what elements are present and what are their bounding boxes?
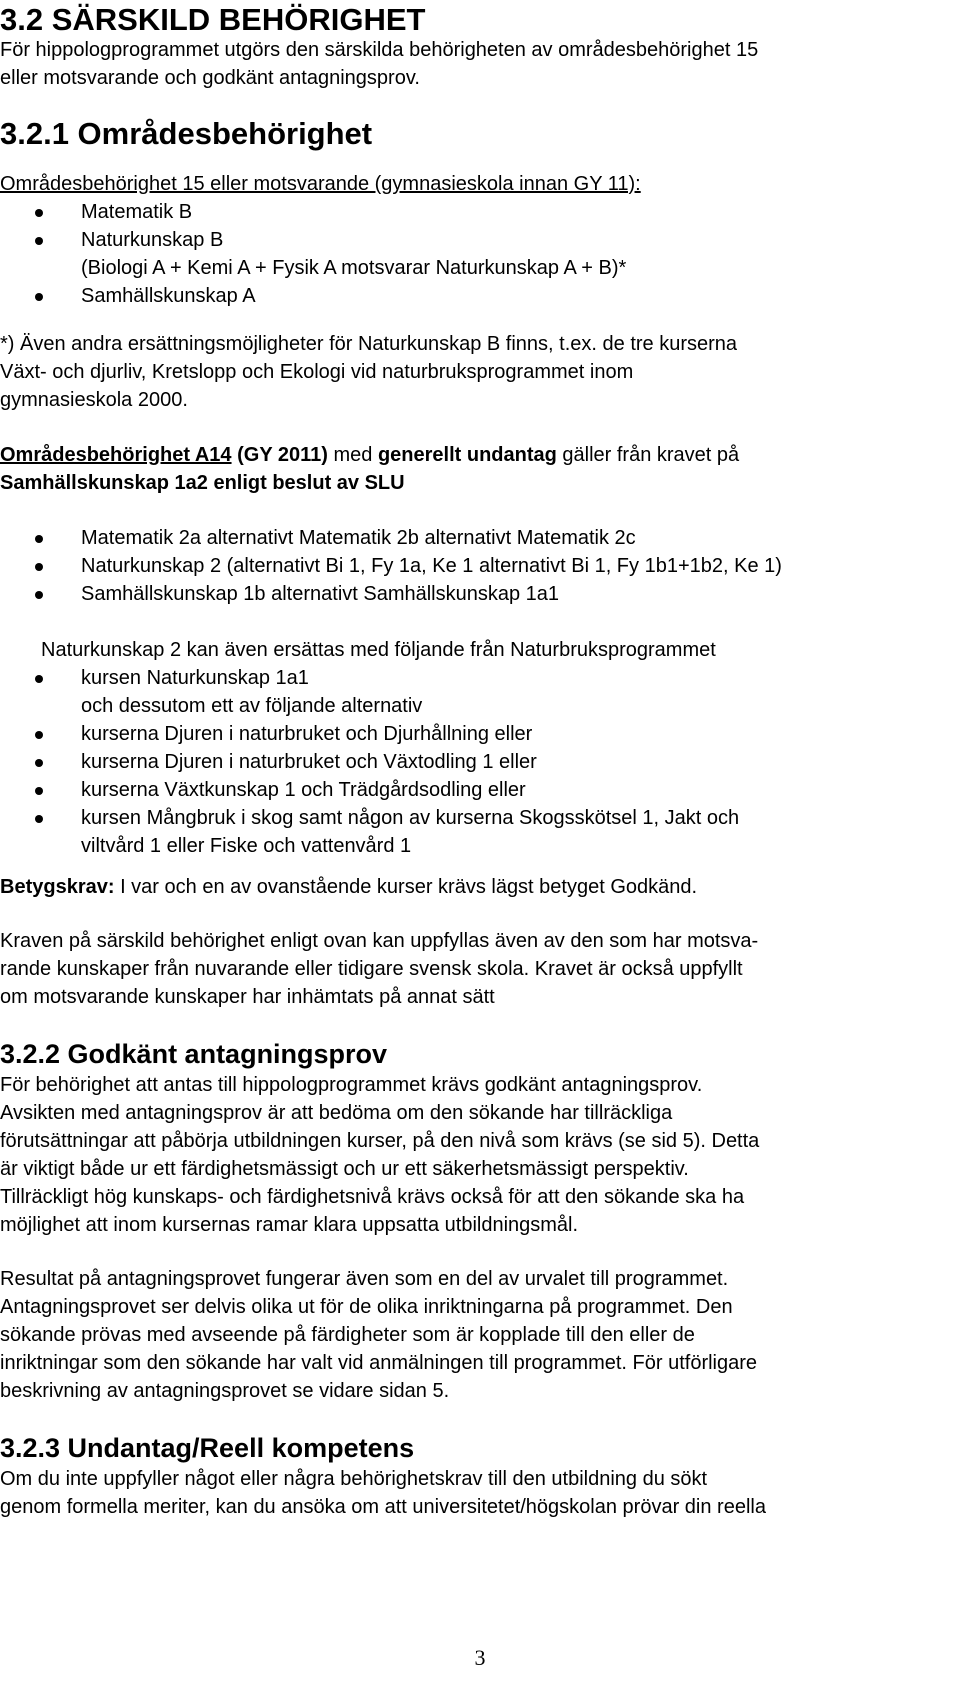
section-3-2-3-title: 3.2.3 Undantag/Reell kompetens [0,1433,415,1463]
list-item: Naturkunskap B (Biologi A + Kemi A + Fysik A motsvarar Naturkunskap A + B)* [0,226,960,282]
antagningsprov-p2-line-1: Resultat på antagningsprovet fungerar även som en del av urvalet till programmet. [0,1268,729,1290]
list-item: kursen Naturkunskap 1a1 och dessutom ett av följande alternativ [0,664,960,720]
krav-line-1: Kraven på särskild behörighet enligt ovan kan uppfyllas även av den som har motsva- [0,930,759,952]
bullet-icon [35,237,43,245]
antagningsprov-p1-line-3: förutsättningar att påbörja utbildningen kurser, på den nivå som krävs (se sid 5). Detta [0,1130,760,1152]
list-item: kurserna Djuren i naturbruket och Växtodling 1 eller [0,748,960,776]
list-item: Samhällskunskap A [0,282,960,310]
undantag-line-1: Om du inte uppfyller något eller några behörighetskrav till den utbildning du sökt [0,1468,708,1490]
omradesbehorighet-15-heading: Områdesbehörighet 15 eller motsvarande (gymnasieskola innan GY 11): [0,173,641,195]
bullet-icon [35,535,43,543]
betygskrav-line: Betygskrav: I var och en av ovanstående kurser krävs lägst betyget Godkänd. [0,876,698,898]
undantag-line-2: genom formella meriter, kan du ansöka om att universitetet/högskolan prövar din reella [0,1496,766,1518]
krav-line-2: rande kunskaper från nuvarande eller tidigare svensk skola. Kravet är också uppfyllt [0,958,743,980]
list-item: kurserna Växtkunskap 1 och Trädgårdsodling eller [0,776,960,804]
bullet-icon [35,293,43,301]
antagningsprov-p2-line-5: beskrivning av antagningsprovet se vidare sidan 5. [0,1380,450,1402]
list-item: kursen Mångbruk i skog samt någon av kurserna Skogsskötsel 1, Jakt och viltvård 1 eller Fiske och vattenvård 1 [0,804,960,860]
footnote-line-1: *) Även andra ersättningsmöjligheter för Naturkunskap B finns, t.ex. de tre kurserna [0,333,738,355]
list-naturbruk-alternatives [0,664,960,860]
bullet-icon [35,209,43,217]
antagningsprov-p1-line-5: Tillräckligt hög kunskaps- och färdighetsnivå krävs också för att den sökande ska ha [0,1186,745,1208]
antagningsprov-p2-line-4: inriktningar som den sökande har valt vid anmälningen till programmet. För utförligare [0,1352,758,1374]
list-continuation: och dessutom ett av följande alternativ [81,695,423,717]
footnote-line-3: gymnasieskola 2000. [0,389,188,411]
bullet-icon [35,563,43,571]
list-item: kurserna Djuren i naturbruket och Djurhållning eller [0,720,960,748]
list-item: Matematik B [0,198,960,226]
list-item-note: (Biologi A + Kemi A + Fysik A motsvarar Naturkunskap A + B)* [81,257,627,279]
page-number: 3 [474,1645,486,1670]
naturkunskap-2-intro: Naturkunskap 2 kan även ersättas med följande från Naturbruksprogrammet [41,639,716,661]
bullet-icon [35,787,43,795]
footnote-line-2: Växt- och djurliv, Kretslopp och Ekologi vid naturbruksprogrammet inom [0,361,634,383]
betygskrav-label: Betygskrav: [0,876,115,898]
krav-line-3: om motsvarande kunskaper har inhämtats på annat sätt [0,986,495,1008]
bullet-icon [35,675,43,683]
bullet-icon [35,759,43,767]
a14-paragraph-line-1: Områdesbehörighet A14 (GY 2011) med generellt undantag gäller från kravet på [0,444,740,466]
section-3-2-title: 3.2 SÄRSKILD BEHÖRIGHET [0,2,426,37]
list-a14-courses [0,524,960,608]
section-3-2-intro-line-2: eller motsvarande och godkänt antagningsprov. [0,67,420,89]
antagningsprov-p1-line-2: Avsikten med antagningsprov är att bedöma om den sökande har tillräckliga [0,1102,673,1124]
section-3-2-1-title: 3.2.1 Områdesbehörighet [0,116,373,151]
antagningsprov-p1-line-1: För behörighet att antas till hippologprogrammet krävs godkänt antagningsprov. [0,1074,703,1096]
antagningsprov-p2-line-2: Antagningsprovet ser delvis olika ut för de olika inriktningarna på programmet. Den [0,1296,733,1318]
a14-paragraph-line-2: Samhällskunskap 1a2 enligt beslut av SLU [0,472,405,494]
a14-label: Områdesbehörighet A14 [0,444,232,466]
list-item: Matematik 2a alternativt Matematik 2b alternativt Matematik 2c [0,524,960,552]
antagningsprov-p2-line-3: sökande prövas med avseende på färdigheter som är kopplade till den eller de [0,1324,695,1346]
bullet-icon [35,591,43,599]
bullet-icon [35,731,43,739]
list-item: Samhällskunskap 1b alternativt Samhällskunskap 1a1 [0,580,960,608]
section-3-2-intro-line-1: För hippologprogrammet utgörs den särskilda behörigheten av områdesbehörighet 15 [0,39,759,61]
section-3-2-2-title: 3.2.2 Godkänt antagningsprov [0,1039,388,1069]
antagningsprov-p1-line-6: möjlighet att inom kursernas ramar klara uppsatta utbildningsmål. [0,1214,579,1236]
list-continuation: viltvård 1 eller Fiske och vattenvård 1 [81,835,412,857]
bullet-icon [35,815,43,823]
generellt-undantag: generellt undantag [377,444,557,466]
antagningsprov-p1-line-4: är viktigt både ur ett färdighetsmässigt och ur ett säkerhetsmässigt perspektiv. [0,1158,689,1180]
list-item: Naturkunskap 2 (alternativt Bi 1, Fy 1a, Ke 1 alternativt Bi 1, Fy 1b1+1b2, Ke 1) [0,552,960,580]
list-omradesbehorighet-15 [0,198,960,310]
